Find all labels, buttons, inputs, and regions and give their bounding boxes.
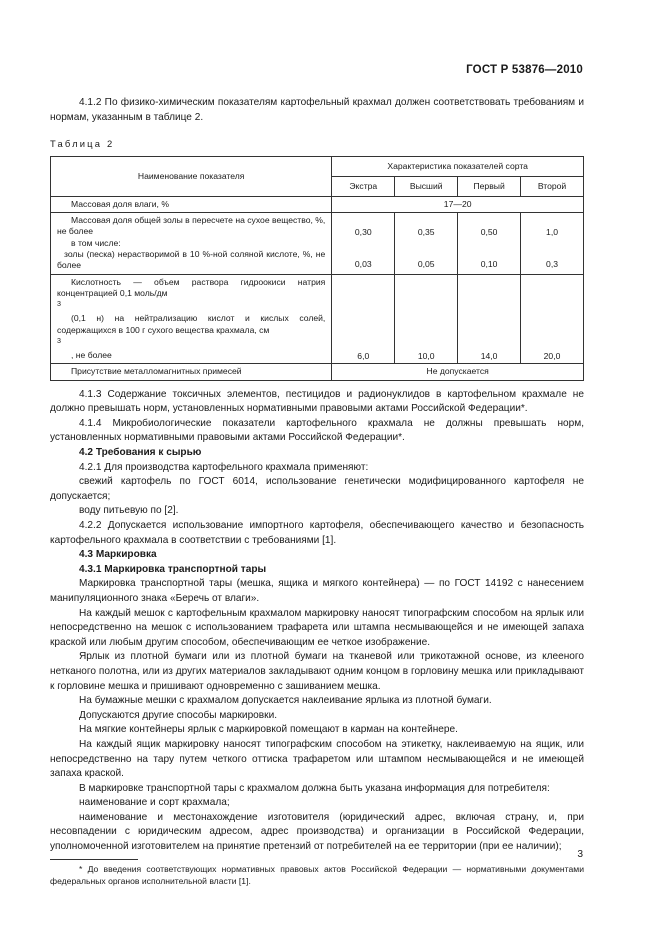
grade-extra: Экстра xyxy=(332,176,395,196)
ash-value-second: 1,0 0,3 xyxy=(521,213,584,274)
paragraph-4-2-2: 4.2.2 Допускается использование импортного картофеля, обеспечивающего качество и безопасность картофельного крахмала в соответствии с требованиями [1]. xyxy=(50,520,584,546)
row-metal-impurities: Присутствие металломагнитных примесей xyxy=(51,364,332,380)
paragraph-marking-6: На мягкие контейнеры ярлык с маркировкой помещают в карман на контейнере. xyxy=(79,724,458,736)
document-body xyxy=(50,90,584,888)
paragraph-marking-3: Ярлык из плотной бумаги или из плотной бумаги на тканевой или трикотажной основе, из клееного нетканого полотна, или из других материалов закладывают одним концом в горловину мешка или прикладывают к горловине мешка и пришивают одновременно с зашиванием мешка. xyxy=(50,651,584,692)
paragraph-marking-8: В маркировке транспортной тары с крахмалом должна быть указана информация для потребителя: xyxy=(79,782,550,794)
row-ash: Массовая доля общей золы в пересчете на сухое вещество, %, не более в том числе: золы (песка) нерастворимой в 10 %-ной соляной кислоте, %, не более xyxy=(51,213,332,274)
grade-first: Первый xyxy=(458,176,521,196)
quality-indicators-table xyxy=(50,156,584,381)
ash-value-highest: 0,35 0,05 xyxy=(395,213,458,274)
paragraph-marking-7: На каждый ящик маркировку наносят типографским способом на этикетку, наклеиваемую на ящик, или непосредственно на тару путем четкого оттиска трафаретом или штампом несмывающейся и не имеющей запаха краской. xyxy=(50,738,584,780)
table-caption: Таблица 2 xyxy=(50,138,115,150)
paragraph-4-1-3: 4.1.3 Содержание токсичных элементов, пестицидов и радионуклидов в картофельном крахмале не должно превышать норм, установленных нормативными правовыми актами Российской Федерации*. xyxy=(50,388,584,415)
metal-impurities-value: Не допускается xyxy=(332,364,584,380)
paragraph-potato: свежий картофель по ГОСТ 6014, использование генетически модифицированного картофеля не допускается; xyxy=(50,476,584,502)
paragraph-marking-10: наименование и местонахождение изготовителя (юридический адрес, включая страну, и, при несовпадении с юридическим адресом, адрес производства) и организации в Российской Федерации, уполномоченной изготовителем на принятие претензий от потребителей на ее территории (при ее наличии); xyxy=(50,811,584,853)
column-header-indicator: Наименование показателя xyxy=(51,156,332,196)
paragraph-4-1-2: 4.1.2 По физико-химическим показателям картофельный крахмал должен соответствовать требованиям и нормам, указанным в таблице 2. xyxy=(50,97,584,123)
acidity-value-extra: 6,0 xyxy=(332,274,395,364)
grade-highest: Высший xyxy=(395,176,458,196)
paragraph-marking-4: На бумажные мешки с крахмалом допускается наклеивание ярлыка из плотной бумаги. xyxy=(79,695,492,707)
acidity-value-highest: 10,0 xyxy=(395,274,458,364)
paragraph-4-2-1: 4.2.1 Для производства картофельного крахмала применяют: xyxy=(79,461,369,473)
row-acidity: Кислотность — объем раствора гидроокиси натрия концентрацией 0,1 моль/дм $^3$ (0,1 н) на нейтрализацию кислот и кислых солей, содержащихся в 100 г сухого вещества крахмала, см $^3$ , не более xyxy=(51,274,332,364)
paragraph-marking-1: Маркировка транспортной тары (мешка, ящика и мягкого контейнера) — по ГОСТ 14192 с нанесением манипуляционного знака «Беречь от влаги». xyxy=(50,578,584,604)
section-heading-4-3: 4.3 Маркировка xyxy=(79,549,157,561)
grade-second: Второй xyxy=(521,176,584,196)
table-row xyxy=(51,364,584,380)
paragraph-4-1-4: 4.1.4 Микробиологические показатели картофельного крахмала не должны превышать норм, установленных нормативными правовыми актами Российской Федерации*. xyxy=(50,417,584,444)
paragraph-marking-9: наименование и сорт крахмала; xyxy=(79,797,230,809)
acidity-value-first: 14,0 xyxy=(458,274,521,364)
ash-value-extra: 0,30 0,03 xyxy=(332,213,395,274)
column-header-grade-characteristics: Характеристика показателей сорта xyxy=(332,156,584,176)
acidity-value-second: 20,0 xyxy=(521,274,584,364)
section-heading-4-3-1: 4.3.1 Маркировка транспортной тары xyxy=(79,563,267,575)
footnote: * До введения соответствующих нормативных правовых актов Российской Федерации — нормативными документами федеральных органов исполнительной власти [1]. xyxy=(50,863,584,887)
paragraph-marking-5: Допускаются другие способы маркировки. xyxy=(79,709,278,721)
page-number: 3 xyxy=(577,849,583,860)
paragraph-marking-2: На каждый мешок с картофельным крахмалом маркировку наносят типографским способом на ярлык или непосредственно на мешок с использованием трафарета или штампа несмывающейся и не имеющей запаха краской или любым другим способом, обеспечивающим ее четкое изображение. xyxy=(50,607,584,648)
table-row xyxy=(51,274,584,364)
paragraph-water: воду питьевую по [2]. xyxy=(79,505,179,517)
table-row xyxy=(51,196,584,212)
standard-header: ГОСТ Р 53876—2010 xyxy=(466,64,583,76)
footnote-divider xyxy=(50,859,138,860)
ash-value-first: 0,50 0,10 xyxy=(458,213,521,274)
table-row xyxy=(51,213,584,274)
moisture-value: 17—20 xyxy=(332,196,584,212)
row-moisture: Массовая доля влаги, % xyxy=(51,196,332,212)
section-heading-4-2: 4.2 Требования к сырью xyxy=(79,447,202,459)
